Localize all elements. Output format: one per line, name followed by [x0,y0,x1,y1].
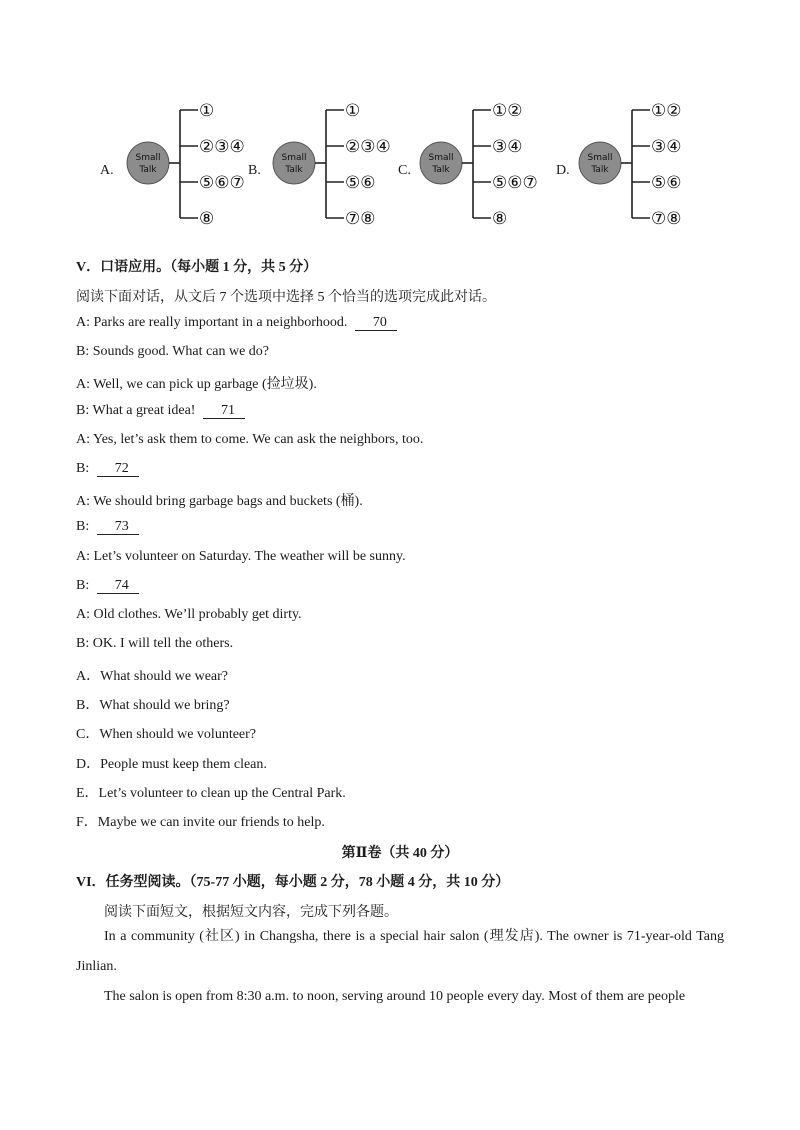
answer-blank[interactable]: 74 [97,578,139,594]
hub-label: Small [135,153,161,163]
dialogue-line [76,636,233,652]
hub-label: Talk [139,165,157,175]
dialogue-text: B: Sounds good. What can we do? [76,344,269,360]
branch-label: ⑤⑥⑦ [199,173,245,193]
branch-label: ① [345,101,361,121]
branch-label: ① [199,101,215,121]
dialogue-text: A: Yes, let’s ask them to come. We can ask the neighbors, too. [76,431,424,447]
dialogue-text: A: Old clothes. We’ll probably get dirty. [76,607,302,622]
branch-label: ⑤⑥ [345,173,376,193]
small-talk-hub [579,142,621,184]
dialogue-line [76,549,406,565]
dialogue-line [76,315,397,331]
choice-item: C．When should we volunteer? [76,727,257,743]
hub-label: Small [428,153,454,163]
choice-item: A．What should we wear? [76,669,229,684]
hub-label: Talk [591,165,609,175]
dialogue-text: A: Parks are really important in a neighborhood. [76,315,351,330]
hub-label: Talk [285,165,303,175]
dialogue-text: A: Well, we can pick up garbage (捡垃圾). [76,377,317,393]
dialogue-text: B: [76,577,93,593]
hub-label: Talk [432,165,450,175]
branch-label: ②③④ [345,137,391,157]
reading-paragraph-2: The salon is open from 8:30 a.m. to noon, serving around 10 people every day. Most of them are people [104,989,686,1004]
option-letter: A. [100,163,114,178]
dialogue-text: B: [76,461,93,476]
dialogue-text: B: [76,519,93,535]
dialogue-text: A: Let’s volunteer on Saturday. The weather will be sunny. [76,548,406,564]
branch-label: ③④ [651,137,682,157]
choice-item: D．People must keep them clean. [76,756,267,772]
dialogue-line [76,519,139,535]
option-letter: B. [248,163,261,178]
hub-label: Small [281,153,307,163]
branch-label: ⑦⑧ [345,209,376,229]
branch-label: ①② [651,101,682,121]
choice-item: E．Let’s volunteer to clean up the Central Park. [76,785,346,801]
choice-item: B．What should we bring? [76,698,230,714]
section-v-heading: V．口语应用。（每小题 1 分，共 5 分） [76,260,318,275]
dialogue-text: B: OK. I will tell the others. [76,636,234,652]
reading-paragraph-1: In a community (社区) in Changsha, there is a special hair salon (理发店). The owner is 71-year-old Tang Jinlian. [76,929,724,974]
part-2-title: 第Ⅱ卷（共 40 分） [341,846,459,861]
dialogue-line [76,373,317,393]
branch-label: ⑧ [492,209,508,229]
dialogue-text: B: What a great idea! [76,402,199,418]
hub-label: Small [587,153,613,163]
branch-label: ⑧ [199,209,215,229]
dialogue-line [76,578,139,594]
option-letter: C. [398,163,411,178]
answer-blank[interactable]: 71 [203,403,245,419]
section-v-instruction: 阅读下面对话，从文后 7 个选项中选择 5 个恰当的选项完成此对话。 [76,290,496,305]
section-vi-instruction: 阅读下面短文，根据短文内容，完成下列各题。 [104,905,398,920]
branch-label: ③④ [492,137,523,157]
option-letter: D. [556,163,570,178]
section-vi-heading: VI．任务型阅读。（75-77 小题，每小题 2 分，78 小题 4 分，共 10 分） [76,875,510,890]
answer-blank[interactable]: 70 [355,315,397,331]
branch-label: ⑤⑥⑦ [492,173,538,193]
branch-label: ⑦⑧ [651,209,682,229]
dialogue-line [76,607,302,623]
choice-item: F．Maybe we can invite our friends to help. [76,815,325,830]
dialogue-text: A: We should bring garbage bags and buckets (桶). [76,494,363,510]
answer-blank[interactable]: 72 [97,461,139,477]
dialogue-line [76,490,363,510]
branch-label: ⑤⑥ [651,173,682,193]
answer-blank[interactable]: 73 [97,519,139,535]
dialogue-line [76,461,139,477]
dialogue-line [76,403,245,419]
dialogue-line [76,432,423,448]
dialogue-line [76,344,269,360]
branch-label: ①② [492,101,523,121]
branch-label: ②③④ [199,137,245,157]
